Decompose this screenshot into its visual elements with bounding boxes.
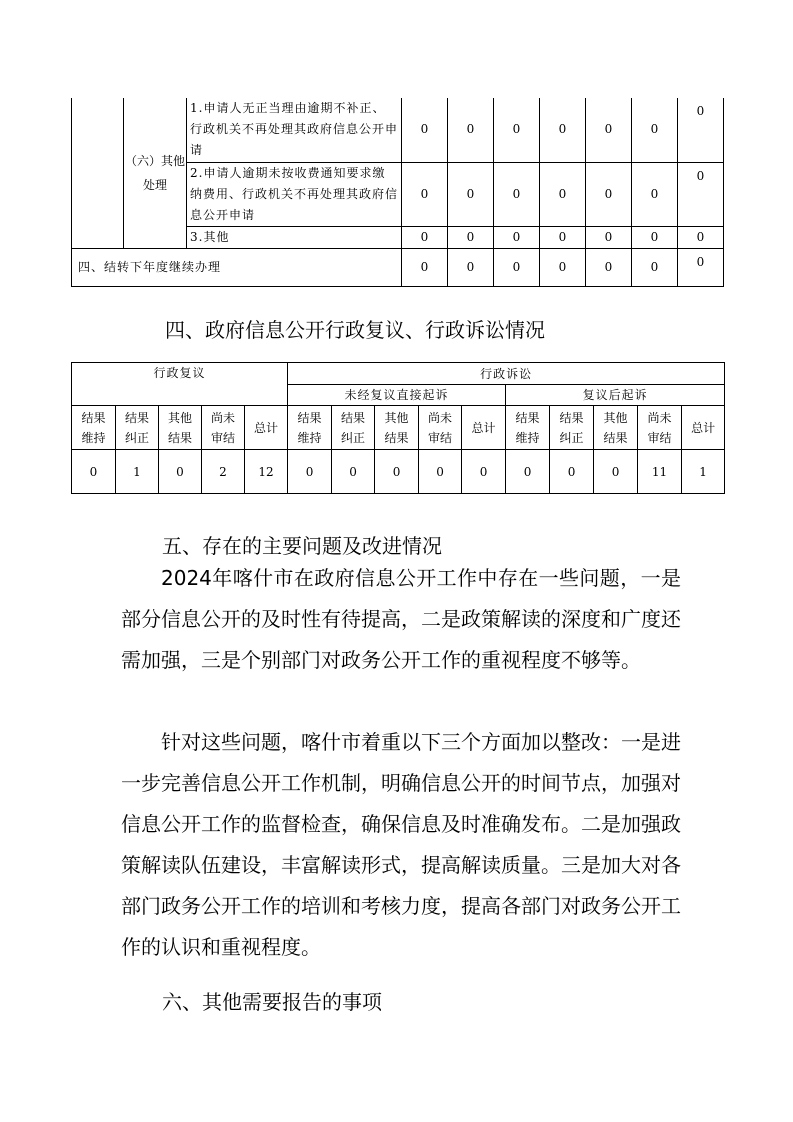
- table-row: [72, 450, 725, 494]
- value-cell: 0: [159, 450, 202, 494]
- col-header: 尚未审结: [419, 406, 462, 450]
- row-desc: 1.申请人无正当理由逾期不补正、行政机关不再处理其政府信息公开申请: [187, 98, 402, 162]
- value-cell: 0: [402, 162, 448, 226]
- value-cell: 0: [448, 162, 494, 226]
- value-cell: 0: [494, 248, 540, 286]
- col-header: 尚未审结: [638, 406, 682, 450]
- value-cell: 0: [632, 162, 678, 226]
- row-desc: 2.申请人逾期未按收费通知要求缴纳费用、行政机关不再处理其政府信息公开申请: [187, 162, 402, 226]
- col-header: 总计: [462, 406, 506, 450]
- value-cell: 2: [202, 450, 245, 494]
- after-review-header: 复议后起诉: [506, 385, 725, 406]
- litigation-header: 行政诉讼: [288, 363, 725, 385]
- review-header: 行政复议: [72, 363, 288, 406]
- value-cell: 0: [632, 226, 678, 248]
- col-header: 结果维持: [72, 406, 116, 450]
- value-cell: 0: [678, 226, 724, 248]
- value-cell: 0: [678, 248, 724, 286]
- table-row: [72, 406, 725, 450]
- value-cell: 0: [678, 98, 724, 162]
- value-cell: 0: [540, 162, 586, 226]
- col-header: 结果纠正: [332, 406, 375, 450]
- value-cell: 0: [678, 162, 724, 226]
- value-cell: 0: [288, 450, 332, 494]
- value-cell: 0: [419, 450, 462, 494]
- col-header: 结果纠正: [550, 406, 594, 450]
- col-header: 结果维持: [288, 406, 332, 450]
- category-cell: （六）其他处理: [124, 98, 187, 248]
- value-cell: 0: [332, 450, 375, 494]
- value-cell: 0: [586, 226, 632, 248]
- col-header: 尚未审结: [202, 406, 245, 450]
- value-cell: 0: [494, 98, 540, 162]
- value-cell: 0: [462, 450, 506, 494]
- col-header: 其他结果: [375, 406, 419, 450]
- section-4-heading: 四、政府信息公开行政复议、行政诉讼情况: [165, 318, 545, 342]
- col-header: 其他结果: [159, 406, 202, 450]
- value-cell: 0: [540, 226, 586, 248]
- value-cell: 0: [494, 226, 540, 248]
- value-cell: 0: [632, 98, 678, 162]
- value-cell: 0: [402, 248, 448, 286]
- value-cell: 0: [448, 248, 494, 286]
- paragraph-improvements: 针对这些问题，喀什市着重以下三个方面加以整改：一是进一步完善信息公开工作机制，明确信息公开的时间节点，加强对信息公开工作的监督检查，确保信息及时准确发布。二是加强政策解读队伍建设，丰富解读形式，提高解读质量。三是加大对各部门政务公开工作的培训和考核力度，提高各部门对政务公开工作的认识和重视程度。: [121, 730, 681, 959]
- paragraph-problems: 2024年喀什市在政府信息公开工作中存在一些问题，一是部分信息公开的及时性有待提高，二是政策解读的深度和广度还需加强，三是个别部门对政务公开工作的重视程度不够等。: [121, 566, 681, 672]
- value-cell: 0: [550, 450, 594, 494]
- direct-suit-header: 未经复议直接起诉: [288, 385, 506, 406]
- section-6-heading: 六、其他需要报告的事项: [162, 990, 382, 1014]
- table-row: [72, 98, 724, 162]
- value-cell: 0: [72, 450, 116, 494]
- col-header: 总计: [245, 406, 288, 450]
- value-cell: 1: [682, 450, 725, 494]
- value-cell: 11: [638, 450, 682, 494]
- value-cell: 12: [245, 450, 288, 494]
- col-header: 总计: [682, 406, 725, 450]
- value-cell: 1: [116, 450, 159, 494]
- value-cell: 0: [448, 226, 494, 248]
- col-header: 结果维持: [506, 406, 550, 450]
- review-litigation-table: [71, 362, 725, 494]
- value-cell: 0: [540, 98, 586, 162]
- col-header: 结果纠正: [116, 406, 159, 450]
- value-cell: 0: [506, 450, 550, 494]
- value-cell: 0: [540, 248, 586, 286]
- value-cell: 0: [594, 450, 638, 494]
- col-header: 其他结果: [594, 406, 638, 450]
- value-cell: 0: [586, 162, 632, 226]
- disposition-table: [71, 98, 724, 287]
- value-cell: 0: [448, 98, 494, 162]
- value-cell: 0: [402, 98, 448, 162]
- row-desc: 3.其他: [187, 226, 402, 248]
- table-row: [72, 248, 724, 286]
- table-row: [72, 363, 725, 385]
- value-cell: 0: [375, 450, 419, 494]
- carryover-label: 四、结转下年度继续办理: [72, 248, 402, 286]
- value-cell: 0: [494, 162, 540, 226]
- blank-cell: [72, 98, 124, 248]
- value-cell: 0: [402, 226, 448, 248]
- value-cell: 0: [632, 248, 678, 286]
- section-5-heading: 五、存在的主要问题及改进情况: [162, 534, 442, 558]
- value-cell: 0: [586, 98, 632, 162]
- value-cell: 0: [586, 248, 632, 286]
